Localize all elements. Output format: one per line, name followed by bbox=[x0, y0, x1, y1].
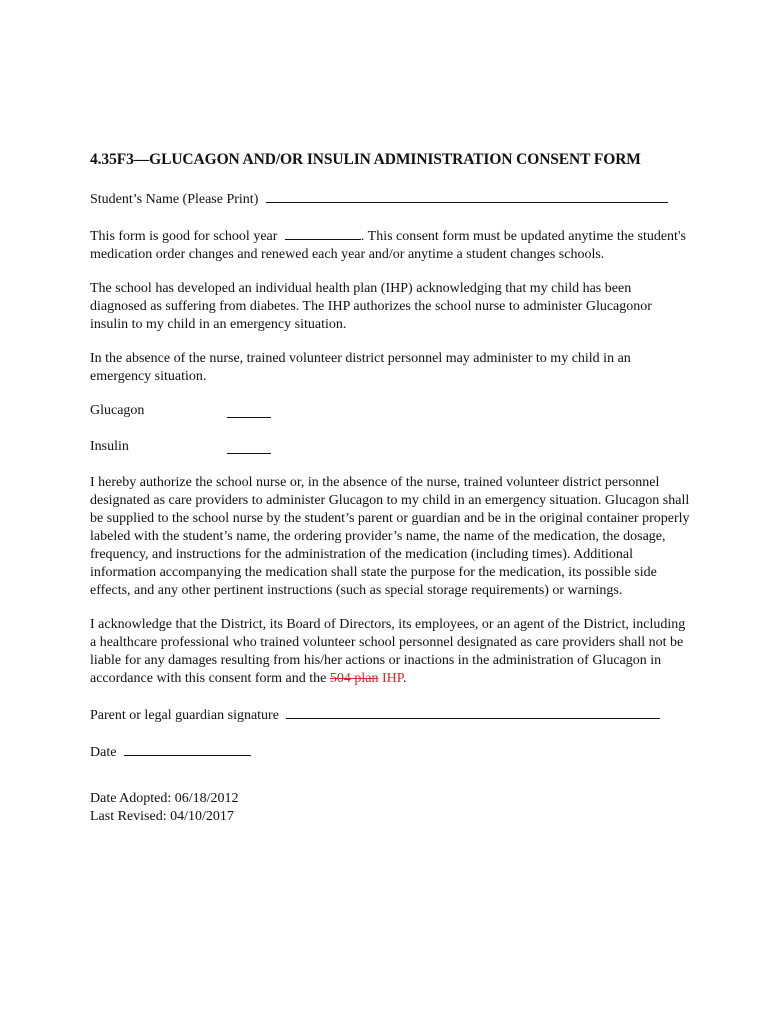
acknowledge-end: . bbox=[402, 671, 407, 686]
footer bbox=[90, 790, 690, 826]
signature-label: Parent or legal guardian signature bbox=[90, 708, 279, 723]
glucagon-option bbox=[90, 402, 690, 420]
date-label: Date bbox=[90, 745, 117, 760]
glucagon-check-field[interactable] bbox=[227, 405, 271, 418]
signature-field[interactable] bbox=[286, 704, 660, 719]
inserted-text: IHP bbox=[381, 671, 403, 686]
glucagon-label: Glucagon bbox=[90, 403, 145, 418]
student-name-label: Student’s Name (Please Print) bbox=[90, 192, 259, 207]
school-year-field[interactable] bbox=[285, 225, 361, 240]
absence-paragraph: In the absence of the nurse, trained volunteer district personnel may administer to my child in an emergency situation. bbox=[90, 351, 631, 384]
signature-row bbox=[90, 704, 690, 725]
date-row bbox=[90, 741, 690, 762]
school-year-text-before: This form is good for school year bbox=[90, 229, 278, 244]
date-field[interactable] bbox=[124, 741, 251, 756]
school-year-text-after: . This consent form must be updated anytime the student's medication order changes and renewed each year and/or anytime a student changes schools. bbox=[90, 229, 686, 262]
student-name-row bbox=[90, 188, 690, 209]
acknowledge-paragraph bbox=[90, 616, 690, 688]
insulin-label: Insulin bbox=[90, 439, 129, 454]
student-name-field[interactable] bbox=[266, 188, 668, 203]
last-revised: Last Revised: 04/10/2017 bbox=[90, 809, 234, 824]
acknowledge-text: I acknowledge that the District, its Board of Directors, its employees, or an agent of the District, including a healthcare professional who trained volunteer school personnel designated as care providers shall not be liable for any damages resulting from his/her actions or inactions in the administration of Glucagon in accordance with this consent form and the bbox=[90, 617, 686, 686]
school-year-paragraph bbox=[90, 225, 690, 264]
insulin-option bbox=[90, 438, 690, 456]
authorize-paragraph: I hereby authorize the school nurse or, in the absence of the nurse, trained volunteer district personnel designated as care providers to administer Glucagon to my child in an emergency situation. Glucagon shall be supplied to the school nurse by the student’s parent or guardian and be in the original container properly labeled with the student’s name, the ordering provider’s name, the name of the medication, the dosage, frequency, and instructions for the administration of the medication (including times). Additional information accompanying the medication shall state the purpose for the medication, its possible side effects, and any other pertinent instructions (such as special storage requirements) or warnings. bbox=[90, 475, 690, 598]
insulin-check-field[interactable] bbox=[227, 441, 271, 454]
date-adopted: Date Adopted: 06/18/2012 bbox=[90, 791, 239, 806]
form-title: 4.35F3—GLUCAGON AND/OR INSULIN ADMINISTRATION CONSENT FORM bbox=[90, 151, 641, 168]
ihp-paragraph: The school has developed an individual health plan (IHP) acknowledging that my child has been diagnosed as suffering from diabetes. The IHP authorizes the school nurse to administer Glucagonor insulin to my child in an emergency situation. bbox=[90, 281, 652, 332]
struck-text: 504 plan bbox=[329, 671, 379, 686]
consent-form bbox=[90, 150, 690, 826]
